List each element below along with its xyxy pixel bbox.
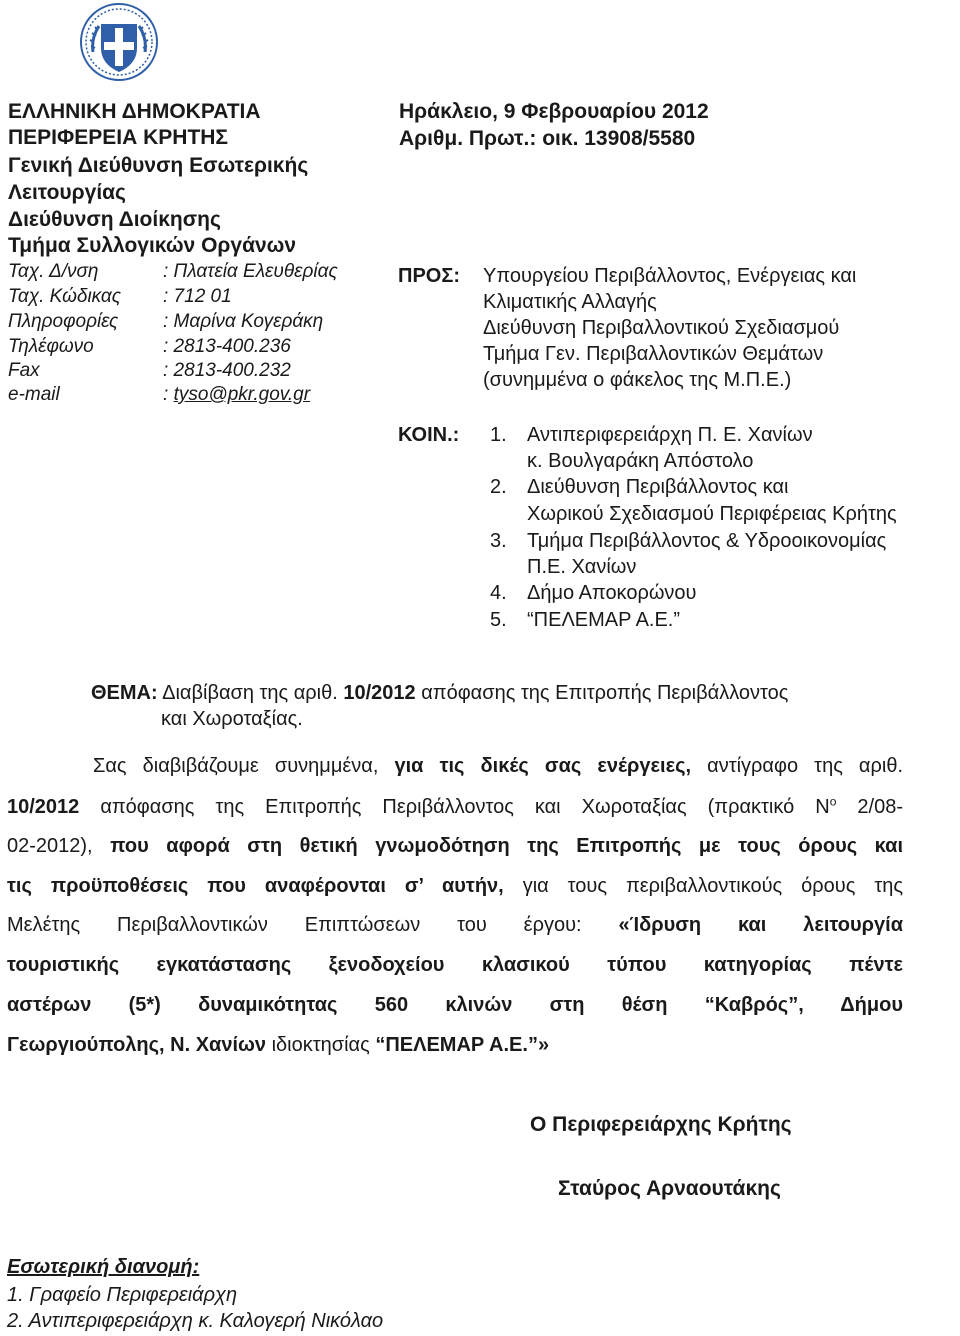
subject-line-2: και Χωροταξίας. — [161, 708, 303, 730]
email-prefix: : — [163, 384, 174, 405]
cc-line: κ. Βουλγαράκη Απόστολο — [527, 450, 754, 472]
detail-label: Ταχ. Δ/νση — [8, 261, 99, 282]
body-bold-text: Γεωργιούπολης, Ν. Χανίων — [7, 1034, 267, 1056]
internal-distribution-item: 1. Γραφείο Περιφερειάρχη — [7, 1284, 238, 1306]
body-line — [7, 874, 903, 898]
org-line: Γενική Διεύθυνση Εσωτερικής — [8, 154, 309, 177]
cc-line: Τμήμα Περιβάλλοντος & Υδροοικονομίας — [527, 530, 887, 552]
body-line — [7, 795, 903, 819]
body-line — [7, 834, 903, 858]
recipient-label: ΠΡΟΣ: — [398, 265, 461, 287]
org-line: ΕΛΛΗΝΙΚΗ ΔΗΜΟΚΡΑΤΙΑ — [8, 100, 261, 123]
body-text: 02-2012), — [7, 835, 111, 857]
body-text: Σας διαβιβάζουμε συνημμένα, — [93, 755, 395, 777]
detail-value: : 2813-400.236 — [163, 336, 291, 357]
org-line: Λειτουργίας — [8, 181, 126, 204]
cc-line: Διεύθυνση Περιβάλλοντος και — [527, 476, 789, 498]
cc-line: “ΠΕΛΕΜΑΡ Α.Ε.” — [527, 609, 681, 631]
detail-row — [0, 285, 380, 309]
place-date: Ηράκλειο, 9 Φεβρουαρίου 2012 — [399, 100, 709, 123]
detail-label: Ταχ. Κώδικας — [8, 286, 122, 307]
detail-label: Πληροφορίες — [8, 311, 119, 332]
subject-text: απόφασης της Επιτροπής Περιβάλλοντος — [415, 682, 789, 704]
org-line: ΠΕΡΙΦΕΡΕΙΑ ΚΡΗΤΗΣ — [8, 126, 229, 149]
detail-row — [0, 359, 380, 383]
detail-label: e-mail — [8, 384, 60, 405]
body-bold-text: για τις δικές σας ενέργειες, — [394, 755, 692, 777]
recipient-line: Κλιματικής Αλλαγής — [483, 291, 657, 313]
subject-text: Διαβίβαση της αριθ. — [162, 682, 344, 704]
body-text: αντίγραφο της αριθ. — [691, 755, 903, 777]
recipient-line: (συνημμένα ο φάκελος της Μ.Π.Ε.) — [483, 369, 792, 391]
subject-label: ΘΕΜΑ: — [91, 682, 158, 704]
cc-line: Δήμο Αποκορώνου — [527, 582, 697, 604]
signature-title: Ο Περιφερειάρχης Κρήτης — [530, 1113, 792, 1136]
body-line: τουριστικής εγκατάστασης ξενοδοχείου κλασικού τύπου κατηγορίας πέντε — [7, 954, 903, 976]
body-line — [7, 913, 903, 937]
detail-label: Fax — [8, 360, 40, 381]
recipient-line: Διεύθυνση Περιβαλλοντικού Σχεδιασμού — [483, 317, 840, 339]
cc-num: 1. — [490, 424, 507, 446]
cc-line: Χωρικού Σχεδιασμού Περιφέρειας Κρήτης — [527, 503, 897, 525]
detail-row — [0, 335, 380, 359]
detail-value: : 712 01 — [163, 286, 232, 307]
body-bold-text: τις προϋποθέσεις που αναφέρονται σ’ αυτήν, — [7, 875, 504, 897]
detail-value: : Πλατεία Ελευθερίας — [163, 261, 338, 282]
body-line — [93, 754, 903, 778]
body-text: ιδιοκτησίας — [266, 1034, 376, 1056]
recipient-line: Υπουργείου Περιβάλλοντος, Ενέργειας και — [483, 265, 857, 287]
internal-distribution-item: 2. Αντιπεριφερειάρχη κ. Καλογερή Νικόλαο — [7, 1310, 384, 1332]
internal-distribution-heading: Εσωτερική διανομή: — [7, 1256, 200, 1278]
body-line: αστέρων (5*) δυναμικότητας 560 κλινών στη θέση “Καβρός”, Δήμου — [7, 994, 903, 1016]
cc-line: Αντιπεριφερειάρχη Π. Ε. Χανίων — [527, 424, 813, 446]
signature-name: Σταύρος Αρναουτάκης — [558, 1177, 781, 1200]
body-text: 2/08- — [836, 796, 903, 818]
recipient-line: Τμήμα Γεν. Περιβαλλοντικών Θεμάτων — [483, 343, 824, 365]
body-text: Μελέτης Περιβαλλοντικών Επιπτώσεων του έργου: — [7, 914, 619, 936]
cc-num: 5. — [490, 609, 507, 631]
org-line: Τμήμα Συλλογικών Οργάνων — [8, 234, 297, 257]
detail-label: Τηλέφωνο — [8, 336, 94, 357]
protocol-number: Αριθμ. Πρωτ.: οικ. 13908/5580 — [399, 127, 696, 150]
body-bold-text: 10/2012 — [7, 796, 80, 818]
detail-row — [0, 310, 380, 334]
detail-value: : 2813-400.232 — [163, 360, 291, 381]
cc-label: ΚΟΙΝ.: — [398, 424, 460, 446]
body-superscript: o — [829, 794, 837, 809]
body-line — [7, 1033, 903, 1057]
subject-decision-number: 10/2012 — [343, 682, 416, 704]
body-bold-text: “ΠΕΛΕΜΑΡ Α.Ε.”» — [375, 1034, 550, 1056]
cc-line: Π.Ε. Χανίων — [527, 556, 637, 578]
detail-row — [0, 260, 380, 284]
subject-line — [91, 680, 788, 706]
body-bold-text: που αφορά στη θετική γνωμοδότηση της Επιτροπής με τους όρους και — [110, 835, 903, 857]
org-line: Διεύθυνση Διοίκησης — [8, 208, 221, 231]
email-value — [163, 383, 310, 407]
cc-num: 3. — [490, 530, 507, 552]
body-text: για τους περιβαλλοντικούς όρους της — [503, 875, 903, 897]
cc-num: 2. — [490, 476, 507, 498]
body-text: απόφασης της Επιτροπής Περιβάλλοντος και Χωροταξίας (πρακτικό N — [79, 796, 830, 818]
detail-value: : Μαρίνα Κογεράκη — [163, 311, 324, 332]
greek-emblem-icon — [79, 2, 159, 82]
body-bold-text: «Ίδρυση και λειτουργία — [618, 914, 903, 936]
email-link[interactable]: tyso@pkr.gov.gr — [173, 384, 311, 405]
detail-row — [0, 383, 380, 407]
cc-num: 4. — [490, 582, 507, 604]
